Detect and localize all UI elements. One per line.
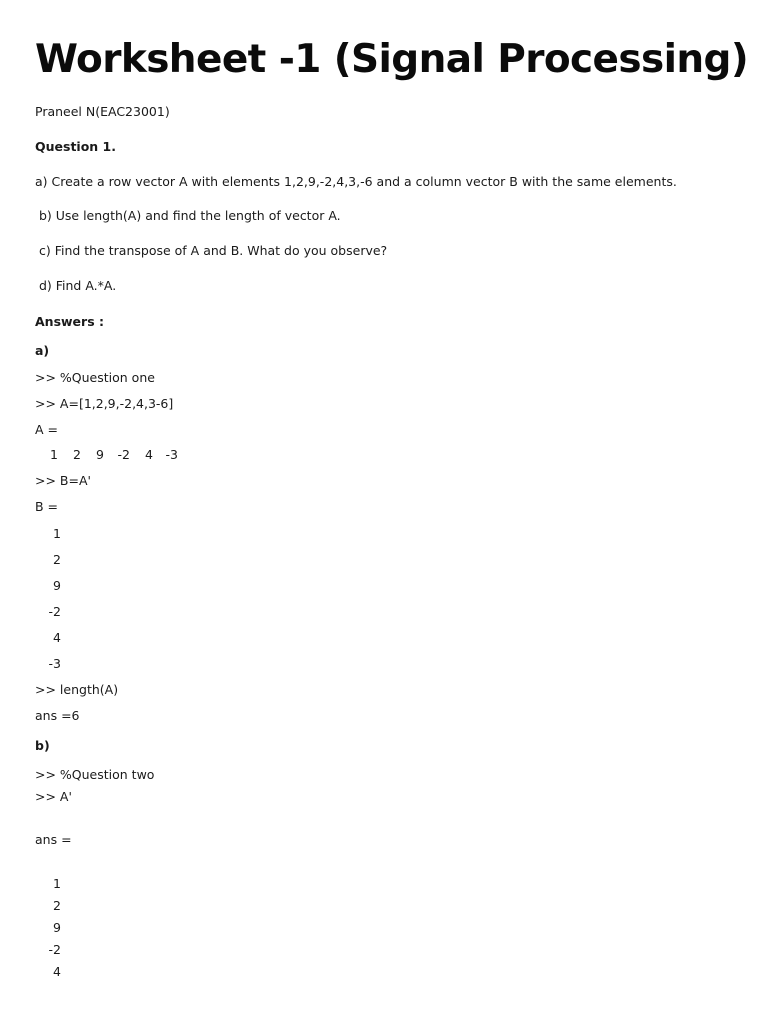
vector-value: 9 xyxy=(96,447,104,462)
command-line: >> A=[1,2,9,-2,4,3-6] xyxy=(35,396,174,411)
vector-value: -3 xyxy=(165,447,178,462)
column-vector-value: 1 xyxy=(53,526,61,541)
author-line: Praneel N(EAC23001) xyxy=(35,104,170,119)
column-vector-value: -2 xyxy=(48,604,61,619)
question-part-d: d) Find A.*A. xyxy=(35,278,117,293)
column-vector-value: 1 xyxy=(53,876,61,891)
page-title: Worksheet -1 (Signal Processing) xyxy=(35,37,749,82)
vector-value: 4 xyxy=(145,447,153,462)
column-vector-value: 9 xyxy=(53,578,61,593)
question-part-c: c) Find the transpose of A and B. What do you observe? xyxy=(35,243,388,258)
vector-value: -2 xyxy=(117,447,130,462)
command-line: >> %Question one xyxy=(35,370,155,385)
question-heading: Question 1. xyxy=(35,139,116,154)
output-label: B = xyxy=(35,499,59,514)
output-label: A = xyxy=(35,422,58,437)
question-part-a: a) Create a row vector A with elements 1,2,9,-2,4,3,-6 and a column vector B with the same elements. xyxy=(35,174,677,189)
answer-a-label: a) xyxy=(35,343,50,358)
column-vector-value: -3 xyxy=(48,656,61,671)
answer-b-label: b) xyxy=(35,738,50,753)
command-line: >> length(A) xyxy=(35,682,119,697)
column-vector-value: 2 xyxy=(53,898,61,913)
answers-heading: Answers : xyxy=(35,314,104,329)
vector-value: 2 xyxy=(73,447,81,462)
column-vector-value: 4 xyxy=(53,964,61,979)
output-line: ans =6 xyxy=(35,708,80,723)
command-line: >> A' xyxy=(35,789,72,804)
question-part-b: b) Use length(A) and find the length of vector A. xyxy=(35,208,341,223)
command-line: >> %Question two xyxy=(35,767,155,782)
column-vector-value: 9 xyxy=(53,920,61,935)
vector-value: 1 xyxy=(50,447,58,462)
column-vector-value: 2 xyxy=(53,552,61,567)
output-label: ans = xyxy=(35,832,72,847)
column-vector-value: 4 xyxy=(53,630,61,645)
column-vector-value: -2 xyxy=(48,942,61,957)
command-line: >> B=A' xyxy=(35,473,91,488)
